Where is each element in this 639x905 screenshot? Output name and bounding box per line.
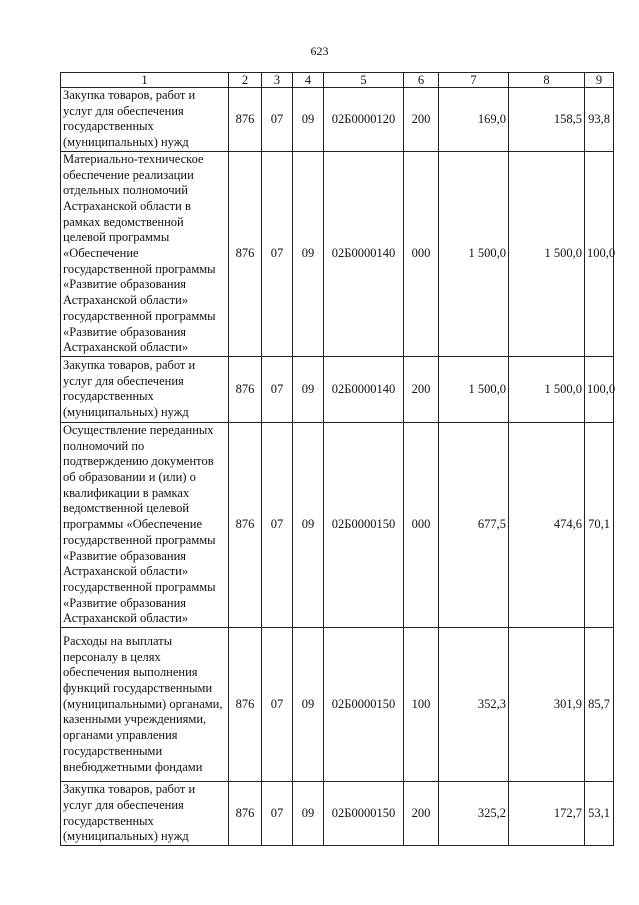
expense-type: 200	[404, 88, 439, 152]
header-cell: 4	[293, 73, 324, 88]
target-article: 02Б0000150	[324, 628, 404, 782]
execution-percent: 85,7	[585, 628, 614, 782]
expense-name: Расходы на выплаты персоналу в целях обеспечения выполнения функций государственными (муниципальными) органами, казенными учреждениями, органами управления государственными внебюджетными фондами	[61, 628, 229, 782]
expense-name: Закупка товаров, работ и услуг для обеспечения государственных (муниципальных) нужд	[61, 88, 229, 152]
plan-amount: 169,0	[439, 88, 509, 152]
budget-table	[60, 72, 614, 846]
target-article: 02Б0000140	[324, 151, 404, 356]
table-row	[61, 782, 614, 846]
header-cell: 2	[229, 73, 262, 88]
section-code: 07	[262, 356, 293, 422]
page-number: 623	[310, 44, 329, 58]
subsection-code: 09	[293, 628, 324, 782]
target-article: 02Б0000150	[324, 782, 404, 846]
plan-amount: 1 500,0	[439, 151, 509, 356]
section-code: 07	[262, 88, 293, 152]
section-code: 07	[262, 782, 293, 846]
plan-amount: 677,5	[439, 422, 509, 627]
fact-amount: 1 500,0	[509, 356, 585, 422]
ministry-code: 876	[229, 422, 262, 627]
execution-percent: 100,0	[585, 356, 614, 422]
expense-name: Закупка товаров, работ и услуг для обеспечения государственных (муниципальных) нужд	[61, 356, 229, 422]
target-article: 02Б0000120	[324, 88, 404, 152]
execution-percent: 70,1	[585, 422, 614, 627]
ministry-code: 876	[229, 782, 262, 846]
header-cell: 5	[324, 73, 404, 88]
section-code: 07	[262, 422, 293, 627]
fact-amount: 301,9	[509, 628, 585, 782]
plan-amount: 325,2	[439, 782, 509, 846]
table-header-row	[61, 73, 614, 88]
ministry-code: 876	[229, 628, 262, 782]
subsection-code: 09	[293, 88, 324, 152]
fact-amount: 158,5	[509, 88, 585, 152]
ministry-code: 876	[229, 151, 262, 356]
ministry-code: 876	[229, 356, 262, 422]
plan-amount: 1 500,0	[439, 356, 509, 422]
subsection-code: 09	[293, 782, 324, 846]
table-row	[61, 356, 614, 422]
execution-percent: 93,8	[585, 88, 614, 152]
header-cell: 1	[61, 73, 229, 88]
target-article: 02Б0000150	[324, 422, 404, 627]
expense-type: 200	[404, 356, 439, 422]
subsection-code: 09	[293, 151, 324, 356]
execution-percent: 53,1	[585, 782, 614, 846]
expense-type: 000	[404, 422, 439, 627]
target-article: 02Б0000140	[324, 356, 404, 422]
expense-type: 200	[404, 782, 439, 846]
expense-name: Материально-техническое обеспечение реализации отдельных полномочий Астраханской области в рамках ведомственной целевой программы «Обеспечение государственной программы «Развитие образования Астраханской области» государственной программы «Развитие образования Астраханской области»	[61, 151, 229, 356]
fact-amount: 1 500,0	[509, 151, 585, 356]
table-row	[61, 422, 614, 627]
section-code: 07	[262, 628, 293, 782]
plan-amount: 352,3	[439, 628, 509, 782]
subsection-code: 09	[293, 422, 324, 627]
expense-name: Осуществление переданных полномочий по подтверждению документов об образовании и (или) о квалификации в рамках ведомственной целевой программы «Обеспечение государственной программы «Развитие образования Астраханской области» государственной программы «Развитие образования Астраханской области»	[61, 422, 229, 627]
header-cell: 9	[585, 73, 614, 88]
header-cell: 8	[509, 73, 585, 88]
section-code: 07	[262, 151, 293, 356]
table-row	[61, 88, 614, 152]
expense-type: 100	[404, 628, 439, 782]
subsection-code: 09	[293, 356, 324, 422]
header-cell: 3	[262, 73, 293, 88]
expense-type: 000	[404, 151, 439, 356]
execution-percent: 100,0	[585, 151, 614, 356]
table-row	[61, 151, 614, 356]
ministry-code: 876	[229, 88, 262, 152]
fact-amount: 474,6	[509, 422, 585, 627]
header-cell: 7	[439, 73, 509, 88]
header-cell: 6	[404, 73, 439, 88]
table-row	[61, 628, 614, 782]
fact-amount: 172,7	[509, 782, 585, 846]
expense-name: Закупка товаров, работ и услуг для обеспечения государственных (муниципальных) нужд	[61, 782, 229, 846]
